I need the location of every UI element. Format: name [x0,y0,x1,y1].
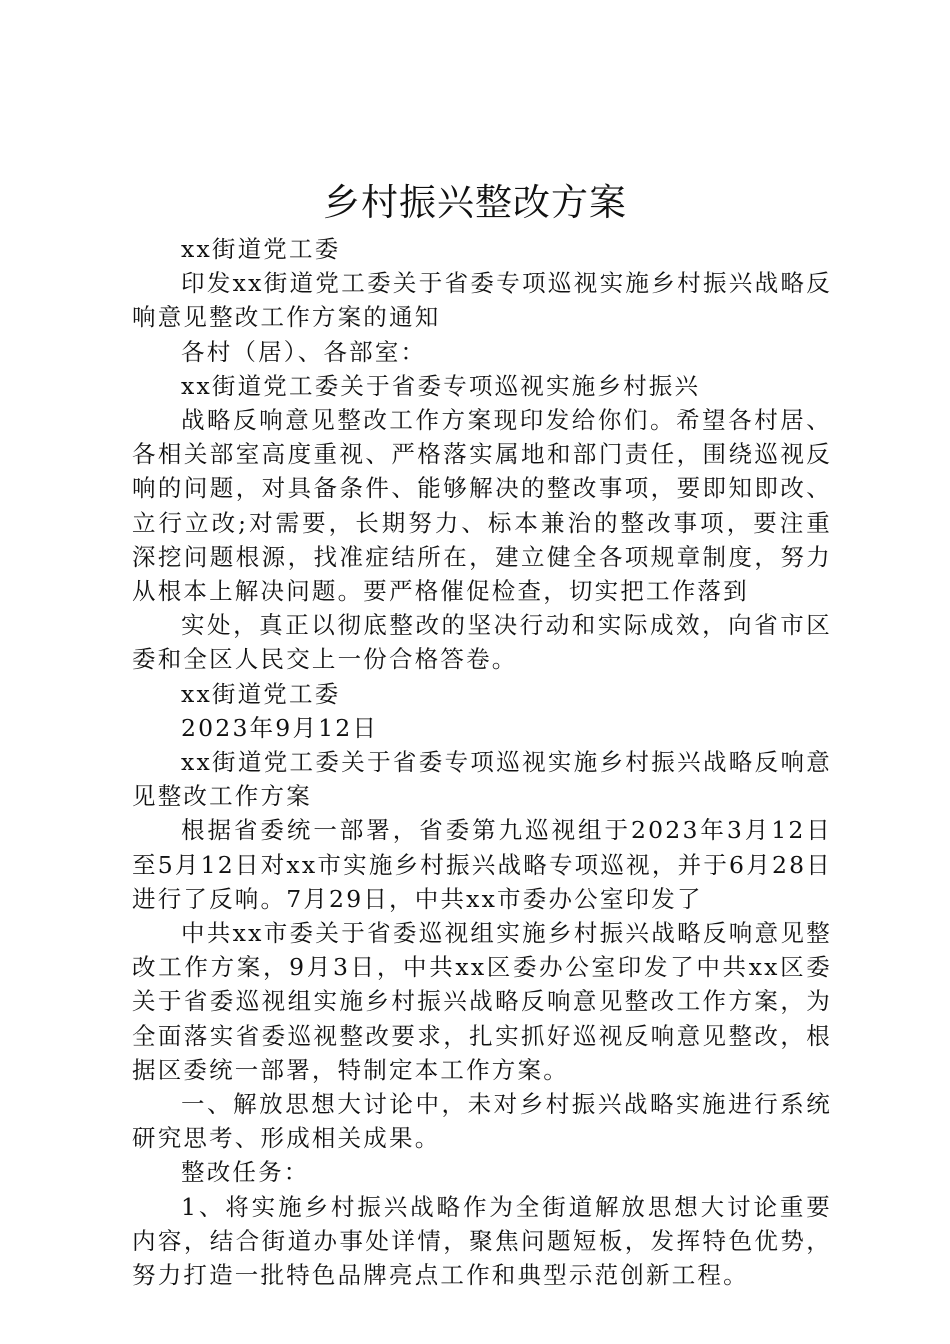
document-body [132,232,832,1292]
plan-title: xx街道党工委关于省委专项巡视实施乡村振兴战略反响意见整改工作方案 [132,748,832,811]
body-paragraph: 实处，真正以彻底整改的坚决行动和实际成效，向省市区委和全区人民交上一份合格答卷。 [132,611,832,674]
body-paragraph: xx街道党工委关于省委专项巡视实施乡村振兴 [181,371,701,400]
document-title: 乡村振兴整改方案 [323,181,627,224]
body-paragraph: 根据省委统一部署，省委第九巡视组于2023年3月12日至5月12日对xx市实施乡村振兴战略专项巡视，并于6月28日进行了反响。7月29日，中共xx市委办公室印发了 [132,816,832,913]
salutation: 各村（居）、各部室： [181,337,427,366]
notice-title: 印发xx街道党工委关于省委专项巡视实施乡村振兴战略反响意见整改工作方案的通知 [132,269,832,332]
signature-org: xx街道党工委 [181,679,341,708]
task-label: 整改任务： [181,1158,310,1187]
body-paragraph: 中共xx市委关于省委巡视组实施乡村振兴战略反响意见整改工作方案，9月3日，中共xx区委办公室印发了中共xx区委关于省委巡视组实施乡村振兴战略反响意见整改工作方案，为全面落实省委巡视整改要求，扎实抓好巡视反响意见整改，根据区委统一部署，特制定本工作方案。 [132,919,832,1084]
signature-date: 2023年9月12日 [181,713,379,742]
issuer-line: xx街道党工委 [181,235,341,263]
section-heading: 一、解放思想大讨论中，未对乡村振兴战略实施进行系统研究思考、形成相关成果。 [132,1090,832,1153]
task-item: 1、将实施乡村振兴战略作为全街道解放思想大讨论重要内容，结合街道办事处详情，聚焦问题短板，发挥特色优势，努力打造一批特色品牌亮点工作和典型示范创新工程。 [132,1192,832,1290]
body-paragraph: 战略反响意见整改工作方案现印发给你们。希望各村居、各相关部室高度重视、严格落实属地和部门责任，围绕巡视反响的问题，对具备条件、能够解决的整改事项，要即知即改、立行立改;对需要，长期努力、标本兼治的整改事项，要注重深挖问题根源，找准症结所在，建立健全各项规章制度，努力从根本上解决问题。要严格催促检查，切实把工作落到 [132,406,832,606]
